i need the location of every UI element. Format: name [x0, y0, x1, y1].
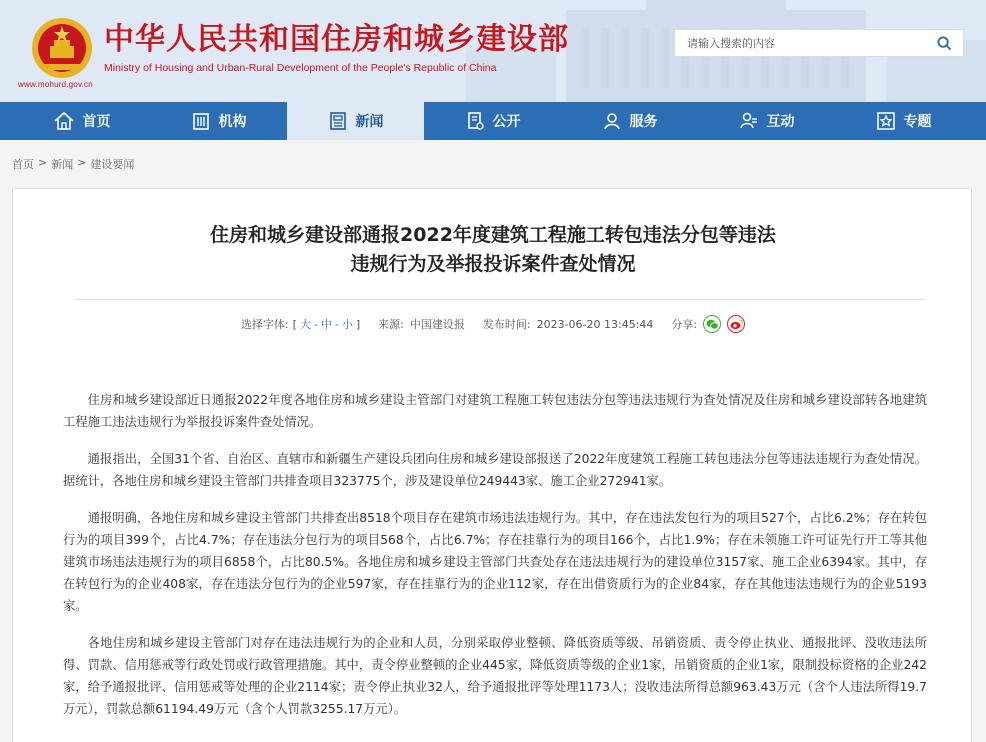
news-icon	[328, 111, 348, 131]
nav-item-news[interactable]	[287, 102, 424, 140]
document-icon	[465, 111, 485, 131]
home-icon	[53, 111, 75, 131]
nav-item-label: 新闻	[355, 114, 384, 130]
breadcrumb	[12, 156, 134, 172]
article-meta	[13, 315, 973, 333]
nav-item-topics[interactable]	[835, 102, 972, 140]
font-size-dash: -	[313, 317, 318, 331]
breadcrumb-separator: >	[38, 156, 48, 169]
search-input[interactable]	[675, 30, 925, 56]
wechat-icon[interactable]	[703, 315, 721, 333]
nav-item-label: 服务	[629, 114, 658, 130]
search-box	[674, 29, 964, 57]
nav-item-public[interactable]	[424, 102, 561, 140]
building-icon	[191, 111, 211, 131]
site-title-english: Ministry of Housing and Urban-Rural Development of the People's Republic of China	[104, 62, 497, 74]
national-emblem-icon	[30, 16, 94, 80]
nav-item-interaction[interactable]	[698, 102, 835, 140]
article-paragraph: 通报指出，全国31个省、自治区、直辖市和新疆生产建设兵团向住房和城乡建设部报送了2022年度建筑工程施工转包违法分包等违法违规行为查处情况。据统计，各地住房和城乡建设主管部门共排查项目323775个，涉及建设单位249443家、施工企业272941家。	[63, 452, 927, 488]
article-paragraph: 各地住房和城乡建设主管部门对存在违法违规行为的企业和人员，分别采取停业整顿、降低资质等级、吊销资质、责令停止执业、通报批评、没收违法所得、罚款、信用惩戒等行政处罚或行政管理措施。其中，责令停业整顿的企业445家，降低资质等级的企业1家，吊销资质的企业1家，限制投标资格的企业242家，给予通报批评、信用惩戒等处理的企业2114家；责令停止执业32人，给予通报批评等处理1173人；没收违法所得总额963.43万元（含个人违法所得19.7万元），罚款总额61194.49万元（含个人罚款3255.17万元）。	[63, 636, 927, 716]
nav-item-label: 专题	[903, 114, 932, 130]
article-body	[63, 389, 927, 735]
title-divider	[76, 299, 924, 300]
main-nav	[0, 102, 986, 140]
nav-item-organization[interactable]	[150, 102, 287, 140]
font-size-bracket-open: [	[292, 317, 297, 331]
article-title	[13, 221, 973, 279]
site-header	[0, 0, 986, 102]
star-icon	[876, 111, 896, 131]
font-size-large-link[interactable]: 大	[299, 318, 311, 331]
font-size-small-link[interactable]: 小	[341, 318, 353, 331]
nav-item-label: 首页	[82, 114, 111, 130]
weibo-icon[interactable]	[727, 315, 745, 333]
nav-item-service[interactable]	[561, 102, 698, 140]
nav-item-label: 互动	[766, 114, 795, 130]
font-size-bracket-close: ]	[355, 317, 361, 331]
interaction-icon	[739, 111, 759, 131]
site-url: www.mohurd.gov.cn	[18, 80, 93, 89]
article-card	[12, 188, 972, 742]
article-title-line1: 住房和城乡建设部通报2022年度建筑工程施工转包违法分包等违法	[210, 224, 776, 246]
search-icon	[937, 36, 952, 51]
article-title-line2: 违规行为及举报投诉案件查处情况	[350, 253, 636, 275]
weibo-glyph	[730, 319, 743, 330]
article-paragraph: 住房和城乡建设部近日通报2022年度各地住房和城乡建设主管部门对建筑工程施工转包违法分包等违法违规行为查处情况及住房和城乡建设部转各地建筑工程施工违法违规行为举报投诉案件查处情况。	[63, 393, 927, 429]
font-size-label: 选择字体:	[240, 318, 289, 331]
source-label: 来源:	[378, 318, 404, 331]
nav-item-label: 公开	[492, 114, 521, 130]
share-label: 分享:	[671, 318, 698, 331]
nav-item-label: 机构	[218, 114, 247, 130]
article-paragraph: 通报明确，各地住房和城乡建设主管部门共排查出8518个项目存在建筑市场违法违规行为。其中，存在违法发包行为的项目527个，占比6.2%；存在转包行为的项目399个，占比4.7%；存在违法分包行为的项目568个，占比6.7%；存在挂靠行为的项目166个，占比1.9%；存在未领施工许可证先行开工等其他建筑市场违法违规行为的项目6858个，占比80.5%。各地住房和城乡建设主管部门共查处存在违法违规行为的建设单位3157家、施工企业6394家。其中，存在转包行为的企业408家，存在违法分包行为的企业597家，存在挂靠行为的企业112家，存在出借资质行为的企业84家，存在其他违法违规行为的企业5193家。	[63, 511, 927, 613]
service-icon	[602, 111, 622, 131]
wechat-glyph	[706, 319, 719, 330]
search-button[interactable]	[925, 30, 963, 56]
publish-time-value: 2023-06-20 13:45:44	[536, 317, 654, 331]
publish-time-label: 发布时间:	[482, 318, 531, 331]
breadcrumb-news[interactable]: 新闻	[51, 158, 74, 171]
site-title[interactable]: 中华人民共和国住房和城乡建设部	[104, 22, 569, 57]
breadcrumb-construction-news[interactable]: 建设要闻	[90, 158, 135, 171]
font-size-dash: -	[334, 317, 339, 331]
font-size-medium-link[interactable]: 中	[320, 318, 332, 331]
breadcrumb-separator: >	[77, 156, 87, 169]
source-value: 中国建设报	[409, 318, 465, 331]
breadcrumb-home[interactable]: 首页	[12, 158, 34, 171]
nav-item-home[interactable]	[13, 102, 150, 140]
